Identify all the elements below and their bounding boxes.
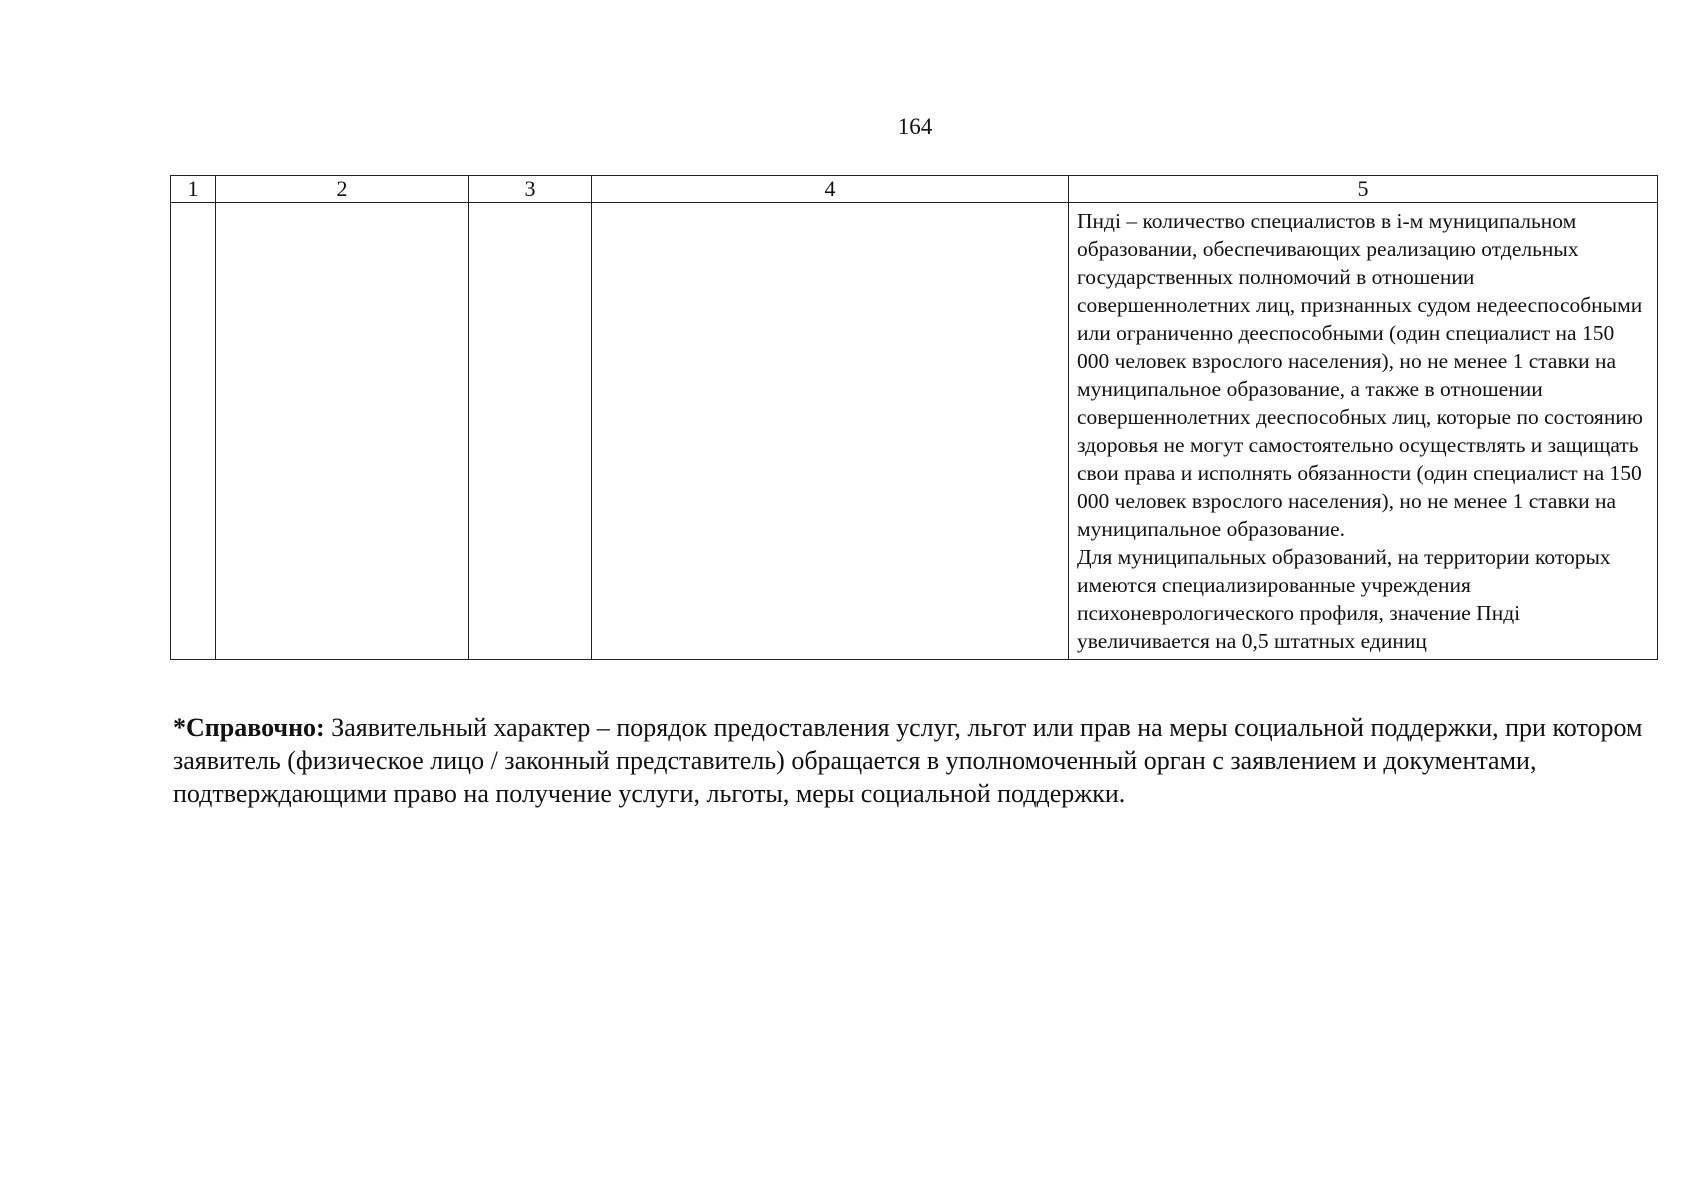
table-cell-col1 xyxy=(171,203,216,660)
table-cell-col3 xyxy=(469,203,592,660)
table-row xyxy=(171,203,1658,660)
column-header-4: 4 xyxy=(592,176,1069,203)
table-cell-col2 xyxy=(216,203,469,660)
table-cell-col4 xyxy=(592,203,1069,660)
note-label: *Справочно: xyxy=(173,713,325,742)
data-table xyxy=(170,175,1658,660)
column-header-2: 2 xyxy=(216,176,469,203)
table-cell-col5 xyxy=(1069,203,1658,660)
column-header-1: 1 xyxy=(171,176,216,203)
column-header-5: 5 xyxy=(1069,176,1658,203)
page-number: 164 xyxy=(897,114,933,139)
cell-paragraph-definition: Пндi – количество специалистов в i-м муниципальном образовании, обеспечивающих реализацию отдельных государственных полномочий в отношении совершеннолетних лиц, признанных судом недееспособными или ограниченно дееспособными (один специалист на 150 000 человек взрослого населения), но не менее 1 ставки на муниципальное образование, а также в отношении совершеннолетних дееспособных лиц, которые по состоянию здоровья не могут самостоятельно осуществлять и защищать свои права и исполнять обязанности (один специалист на 150 000 человек взрослого населения), но не менее 1 ставки на муниципальное образование. xyxy=(1077,209,1643,541)
note-text: Заявительный характер – порядок предоставления услуг, льгот или прав на меры социальной поддержки, при котором заявитель (физическое лицо / законный представитель) обращается в уполномоченный орган с заявлением и документами, подтверждающими право на получение услуги, льготы, меры социальной поддержки. xyxy=(173,713,1643,808)
reference-note xyxy=(173,711,1663,810)
cell-paragraph-adjustment: Для муниципальных образований, на территории которых имеются специализированные учреждения психоневрологического профиля, значение Пндi увеличивается на 0,5 штатных единиц xyxy=(1077,545,1611,653)
column-header-3: 3 xyxy=(469,176,592,203)
table-header-row xyxy=(171,176,1658,203)
